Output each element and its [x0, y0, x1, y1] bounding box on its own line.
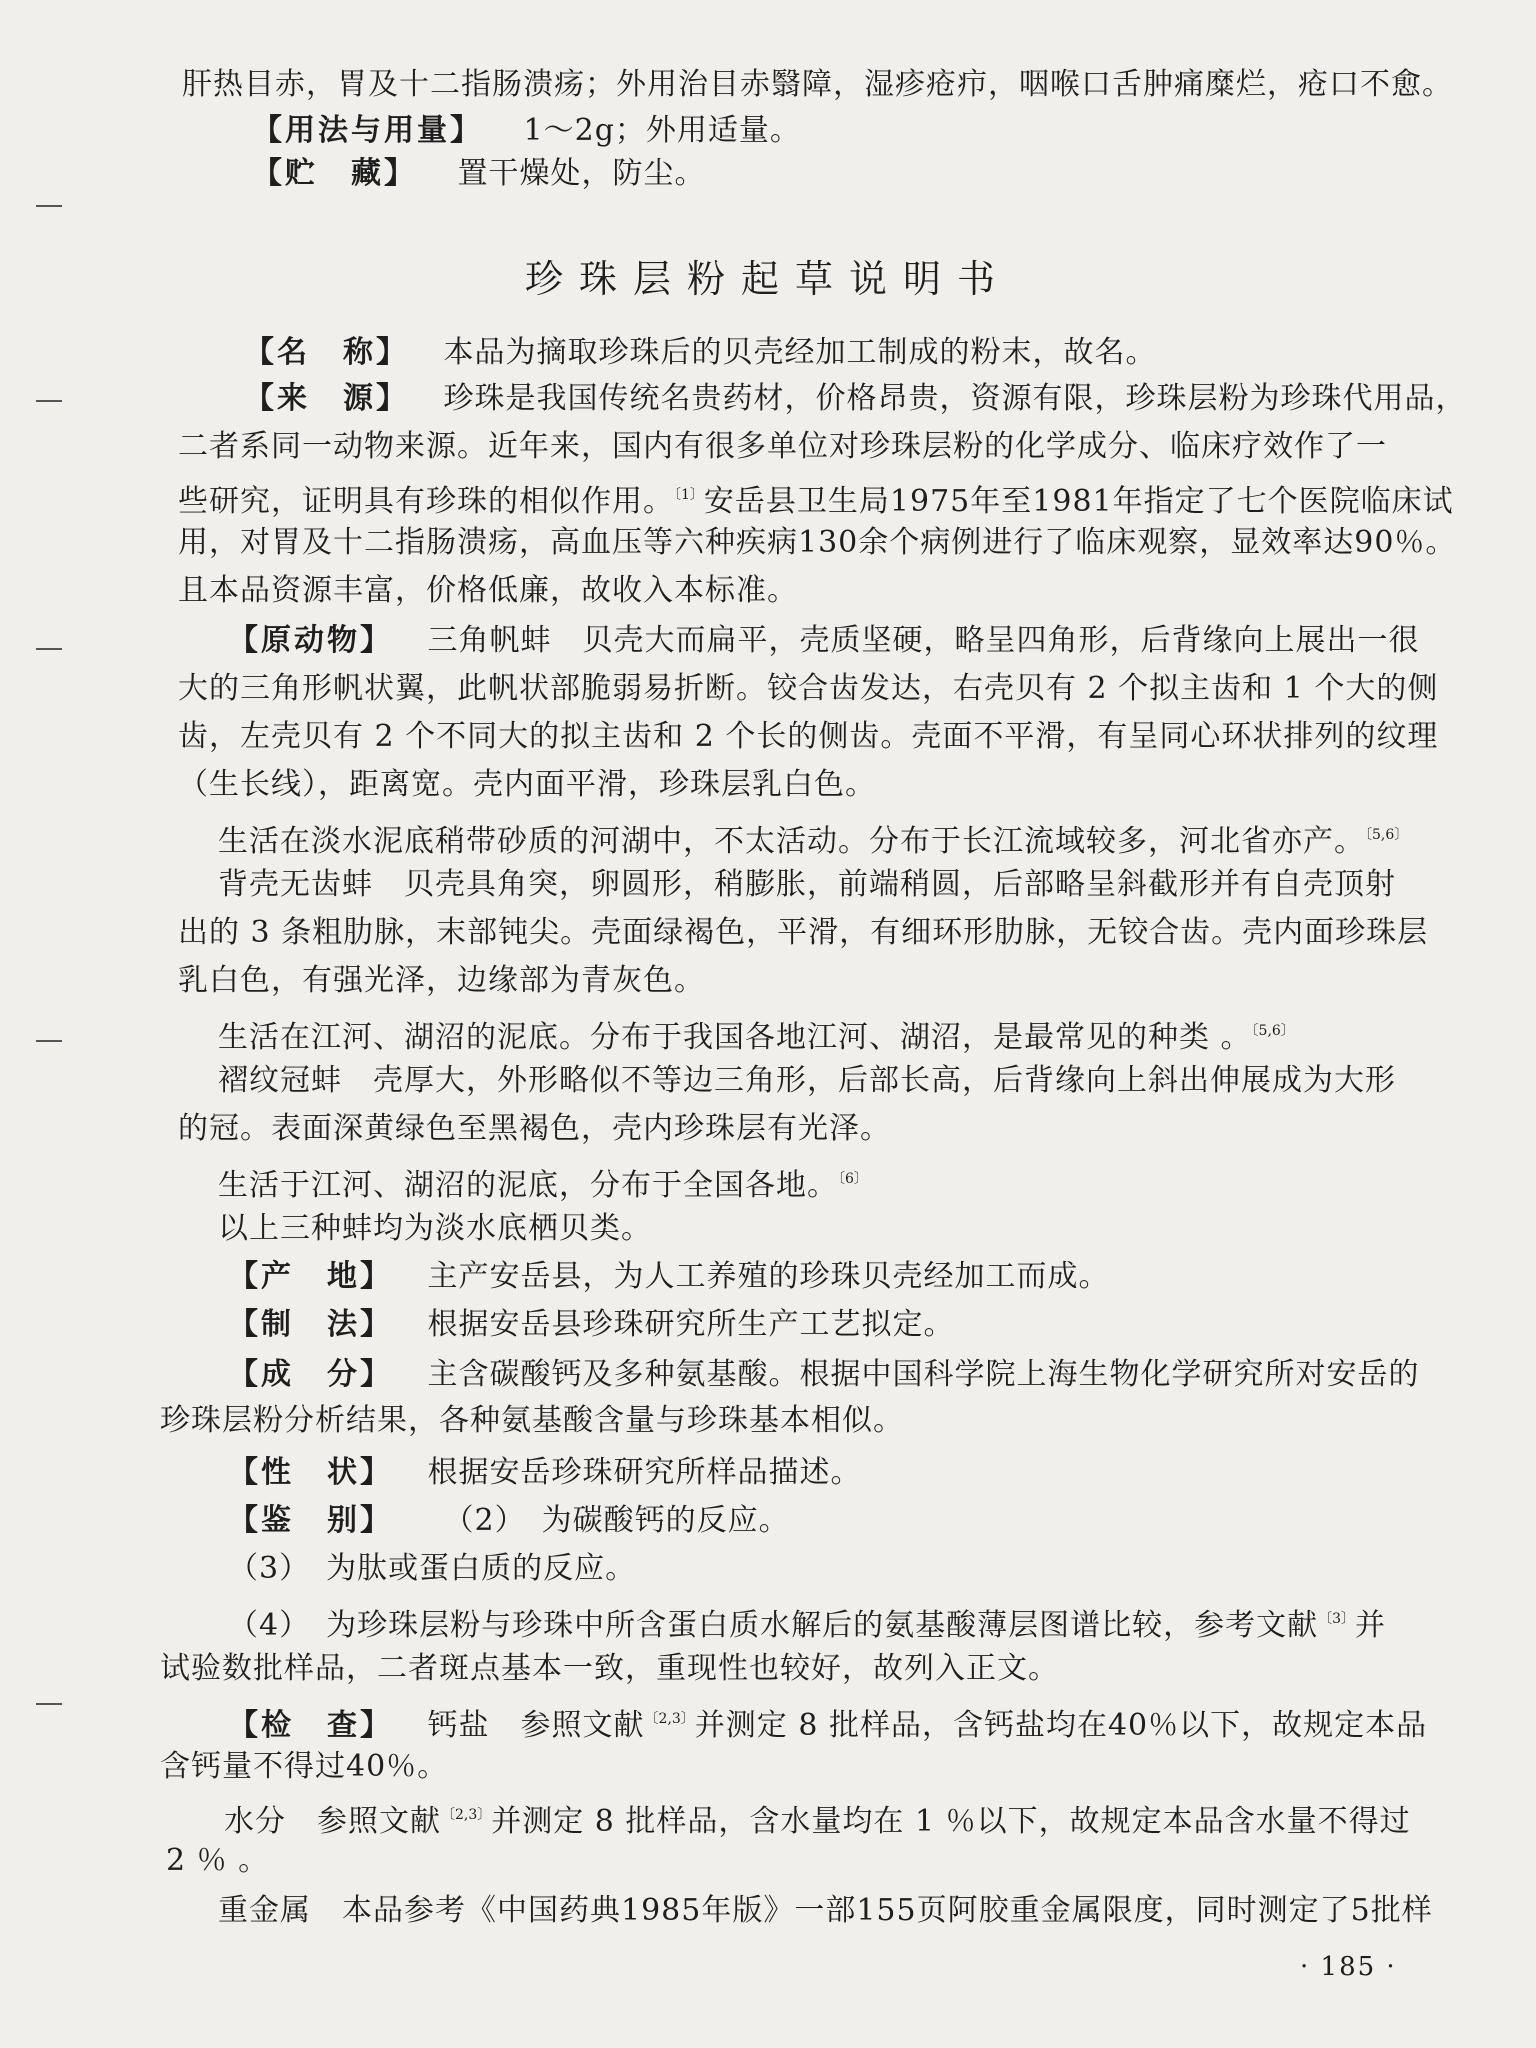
check-section: [228, 1700, 1427, 1745]
animal-line: 乳白色，有强光泽，边缘部为青灰色。: [178, 963, 705, 998]
document-title: 珍珠层粉起草说明书: [524, 257, 1011, 301]
method-text: 根据安岳县珍珠研究所生产工艺拟定。: [427, 1307, 955, 1342]
check-label: 【检 查】: [228, 1708, 393, 1743]
margin-mark: [36, 400, 62, 402]
storage-text: 置干燥处，防尘。: [457, 156, 706, 191]
reference-marker: 〔3〕: [1318, 1611, 1356, 1627]
component-line: 珍珠层粉分析结果，各种氨基酸含量与珍珠基本相似。: [160, 1403, 904, 1438]
name-section: [244, 334, 1157, 372]
source-line: 且本品资源丰富，价格低廉，故收入本标准。: [178, 573, 798, 608]
margin-mark: [36, 648, 62, 650]
animal-line: 齿，左壳贝有 2 个不同大的拟主齿和 2 个长的侧齿。壳面不平滑，有呈同心环状排列的纹理: [178, 719, 1439, 754]
usage-label: 【用法与用量】: [252, 113, 483, 148]
usage-text: 1～2g；外用适量。: [523, 113, 801, 148]
animal-line: [218, 816, 1408, 861]
component-label: 【成 分】: [228, 1357, 393, 1392]
reference-marker: 〔1〕: [674, 487, 704, 503]
animal-line: [218, 1012, 1295, 1057]
source-line: 二者系同一动物来源。近年来，国内有很多单位对珍珠层粉的化学成分、临床疗效作了一: [178, 429, 1387, 464]
animal-line: 三角帆蚌 贝壳大而扁平，壳质坚硬，略呈四角形，后背缘向上展出一很: [427, 623, 1420, 658]
origin-section: [228, 1258, 1110, 1296]
source-line: [178, 476, 1454, 521]
check-text: 水分 参照文献: [224, 1804, 441, 1839]
animal-label: 【原动物】: [228, 623, 393, 658]
animal-text: 生活于江河、湖沼的泥底，分布于全国各地。: [218, 1168, 838, 1203]
source-line: 用，对胃及十二指肠溃疡，高血压等六种疾病130余个病例进行了临床观察，显效率达90％。: [178, 525, 1457, 560]
method-section: [228, 1306, 955, 1344]
margin-mark: [36, 1703, 62, 1705]
property-section: [228, 1454, 862, 1492]
animal-line: 褶纹冠蚌 壳厚大，外形略似不等边三角形，后部长高，后背缘向上斜出伸展成为大形: [218, 1063, 1396, 1098]
page-number: · 185 ·: [1300, 1952, 1397, 1982]
source-label: 【来 源】: [244, 381, 409, 416]
name-text: 本品为摘取珍珠后的贝壳经加工制成的粉末，故名。: [443, 335, 1157, 370]
check-line: 2 ％ 。: [166, 1843, 270, 1878]
usage-section: [252, 112, 801, 150]
source-text: 些研究，证明具有珍珠的相似作用。: [178, 484, 674, 519]
component-section: [228, 1356, 1420, 1394]
identification-line: [228, 1600, 1386, 1645]
animal-section: [228, 622, 1420, 660]
animal-line: 大的三角形帆状翼，此帆状部脆弱易折断。铰合齿发达，右壳贝有 2 个拟主齿和 1 个大的侧: [178, 671, 1439, 706]
check-text: 并测定 8 批样品，含水量均在 1 ％以下，故规定本品含水量不得过: [491, 1804, 1411, 1839]
identification-line: （2） 为碳酸钙的反应。: [443, 1503, 790, 1538]
animal-text: 生活在淡水泥底稍带砂质的河湖中，不太活动。分布于长江流域较多，河北省亦产。: [218, 824, 1365, 859]
margin-mark: [36, 1040, 62, 1042]
animal-line: 出的 3 条粗肋脉，末部钝尖。壳面绿褐色，平滑，有细环形肋脉，无铰合齿。壳内面珍珠层: [178, 915, 1429, 950]
margin-mark: [36, 205, 62, 207]
check-text: 钙盐 参照文献: [427, 1708, 645, 1743]
origin-text: 主产安岳县，为人工养殖的珍珠贝壳经加工而成。: [427, 1259, 1110, 1294]
reference-marker: 〔2,3〕: [644, 1711, 695, 1727]
check-line: 含钙量不得过40％。: [160, 1749, 449, 1784]
method-label: 【制 法】: [228, 1307, 393, 1342]
identification-text: （4） 为珍珠层粉与珍珠中所含蛋白质水解后的氨基酸薄层图谱比较，参考文献: [228, 1608, 1319, 1643]
animal-text: 生活在江河、湖沼的泥底。分布于我国各地江河、湖沼，是最常见的种类 。: [218, 1020, 1252, 1055]
identification-label: 【鉴 别】: [228, 1503, 393, 1538]
animal-line: [218, 1160, 868, 1205]
animal-line: 背壳无齿蚌 贝壳具角突，卵圆形，稍膨胀，前端稍圆，后部略呈斜截形并有自壳顶射: [218, 867, 1396, 902]
identification-line: 试验数批样品，二者斑点基本一致，重现性也较好，故列入正文。: [160, 1651, 1059, 1686]
reference-marker: 〔5,6〕: [1365, 827, 1409, 843]
continued-text-line: 肝热目赤，胃及十二指肠溃疡；外用治目赤翳障，湿疹疮疖，咽喉口舌肿痛糜烂，疮口不愈。: [182, 67, 1453, 102]
source-line: 珍珠是我国传统名贵药材，价格昂贵，资源有限，珍珠层粉为珍珠代用品，: [443, 381, 1467, 416]
property-label: 【性 状】: [228, 1455, 393, 1490]
component-line: 主含碳酸钙及多种氨基酸。根据中国科学院上海生物化学研究所对安岳的: [427, 1357, 1420, 1392]
source-text: 安岳县卫生局1975年至1981年指定了七个医院临床试: [703, 484, 1454, 519]
identification-text: 并: [1355, 1608, 1387, 1643]
storage-label: 【贮 藏】: [252, 156, 417, 191]
check-line: [224, 1796, 1411, 1841]
identification-section: [228, 1502, 790, 1540]
animal-line: 以上三种蚌均为淡水底栖贝类。: [218, 1211, 652, 1246]
origin-label: 【产 地】: [228, 1259, 393, 1294]
animal-line: （生长线），距离宽。壳内面平滑，珍珠层乳白色。: [178, 767, 876, 802]
name-label: 【名 称】: [244, 335, 409, 370]
check-text: 并测定 8 批样品，含钙盐均在40％以下，故规定本品: [694, 1708, 1428, 1743]
reference-marker: 〔6〕: [838, 1171, 868, 1187]
reference-marker: 〔2,3〕: [441, 1807, 492, 1823]
animal-line: 的冠。表面深黄绿色至黑褐色，壳内珍珠层有光泽。: [178, 1111, 891, 1146]
reference-marker: 〔5,6〕: [1251, 1023, 1295, 1039]
storage-section: [252, 155, 706, 193]
source-section: [244, 380, 1467, 418]
property-text: 根据安岳珍珠研究所样品描述。: [427, 1455, 862, 1490]
identification-line: （3） 为肽或蛋白质的反应。: [228, 1551, 637, 1586]
check-line: 重金属 本品参考《中国药典1985年版》一部155页阿胶重金属限度，同时测定了5批样: [218, 1893, 1433, 1928]
